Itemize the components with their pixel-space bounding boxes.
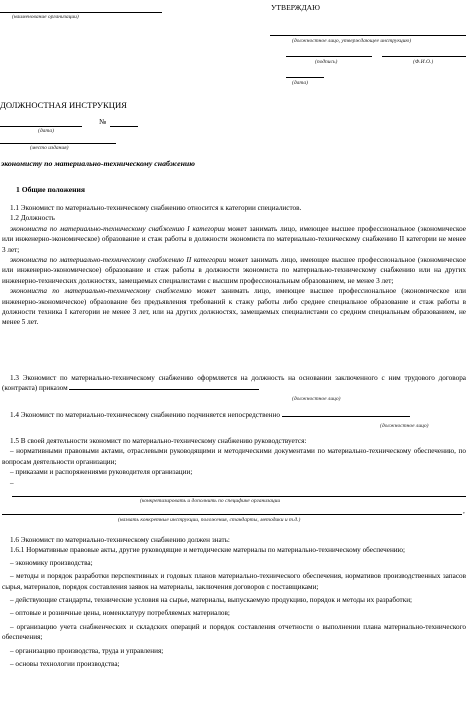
para-1-5-block	[2, 436, 466, 488]
para-1-5: 1.5 В своей деятельности экономист по материально-техническому снабжению руководствуется:	[10, 437, 307, 445]
para-1-5-c: –	[10, 478, 14, 487]
specifics-line-2	[2, 514, 462, 515]
approver-line	[270, 35, 466, 36]
order-issuer-blank	[69, 389, 259, 390]
para-1-6: 1.6 Экономист по материально-техническому снабжению должен знать:	[10, 536, 230, 544]
approve-date-hint: (дата)	[292, 80, 308, 86]
para-1-3	[2, 373, 466, 394]
para-1-5-b: – приказами и распоряжениями руководителя организации;	[10, 468, 193, 477]
para-1-5-hint-2: (назвать конкретные инструкции, положения, стандарты, методики и т.д.)	[118, 517, 301, 523]
para-1-5-a: – нормативными правовыми актами, отраслевыми руководящими и методическими документами по материально-техническому обеспечению, по вопросам деятельности организации;	[2, 447, 466, 466]
org-name-hint: (наименование организации)	[12, 14, 79, 20]
specifics-line-2-end: ,	[463, 507, 465, 515]
doc-place-line	[0, 143, 116, 144]
approve-date-line	[286, 77, 324, 78]
para-1-4-text: 1.4 Экономист по материально-техническому снабжению подчиняется непосредственно	[10, 411, 280, 419]
cat-2-title: экономиста по материально-техническому снабжению II категории	[10, 256, 227, 265]
para-1-6-1: 1.6.1 Нормативные правовые акты, другие руководящие и методические материалы по материально-техническому обеспечению;	[10, 546, 405, 555]
knowledge-7: – основы технологии производства;	[10, 660, 120, 669]
para-1-5-hint-1: (конкретизировать и дополнить по специфике организации	[140, 498, 281, 504]
doc-place-hint: (место издания)	[30, 145, 69, 151]
knowledge-3: – действующие стандарты, технические условия на сырье, материалы, выпускаемую продукцию, порядок и методы их разработки;	[10, 596, 413, 605]
signature-line	[286, 56, 372, 57]
para-1-3-hint: (должностное лицо)	[292, 396, 341, 402]
cat-3-text: может занимать лицо, имеющее высшее профессиональное (экономическое или инженерно-экономическое) образование без предъявления требований к стажу работы либо среднее специальное образование и стаж работы в должности техника I категории не менее 3 лет, или на других должностях, замещаемых специалистами со средним специальным образованием, не менее 5 лет.	[2, 287, 466, 327]
signature-hint: (подпись)	[315, 59, 338, 65]
cat-1-title: экономиста по материально-техническому снабжению I категории	[10, 224, 225, 233]
para-1-1: 1.1 Экономист по материально-техническому снабжению относится к категории специалистов.	[10, 204, 302, 212]
para-1-6-block	[2, 535, 466, 669]
specifics-line-1	[12, 496, 466, 497]
para-1-2: 1.2 Должность	[10, 214, 55, 223]
doc-date-hint: (дата)	[38, 128, 54, 134]
knowledge-4: – оптовые и розничные цены, номенклатуру потребляемых материалов;	[10, 609, 230, 618]
knowledge-6: – организацию производства, труда и управления;	[10, 646, 164, 655]
fio-line	[382, 56, 466, 57]
knowledge-1: – экономику производства;	[10, 558, 93, 567]
approve-label: УТВЕРЖДАЮ	[271, 3, 320, 12]
org-name-line	[0, 12, 162, 13]
fio-hint: (Ф.И.О.)	[413, 59, 434, 65]
para-1-3-text: 1.3 Экономист по материально-техническому снабжению оформляется на должность на основании заключенного с ним трудового договора (контракта) приказом	[2, 374, 466, 393]
para-cat-1	[2, 224, 466, 255]
section-1-heading: 1 Общие положения	[16, 185, 86, 194]
approver-hint: (должностное лицо, утверждающее инструкцию)	[292, 38, 412, 44]
doc-number-sign: №	[99, 117, 107, 126]
knowledge-2: – методы и порядок разработки перспективных и годовых планов материально-технического обеспечения, нормативов производственных запасов сырья, материалов, порядок составления заявок на материалы, заключения договоров с поставщиками;	[2, 572, 466, 591]
para-1-4-hint: (должностное лицо)	[380, 423, 429, 429]
doc-number-line	[110, 126, 138, 127]
supervisor-blank	[282, 416, 410, 417]
para-1-4	[2, 410, 466, 420]
section-1-body-a	[2, 203, 466, 328]
para-cat-2	[2, 255, 466, 286]
cat-2-text: может занимать лицо, имеющее высшее профессиональное (экономическое или инженерно-экономическое) образование и стаж работы в должности экономиста по материально-техническому снабжению или на других инженерно-технических должностях, замещаемых специалистами с высшим профессиональным образованием, не менее 3 лет;	[2, 256, 466, 285]
doc-date-line	[0, 126, 82, 127]
cat-3-title: экономиста по материально-техническому снабжению	[10, 287, 192, 296]
para-cat-3	[2, 286, 466, 328]
knowledge-5: – организацию учета снабженческих и складских операций и порядок составления отчетности о выполнении плана материально-технического обеспечения;	[2, 622, 466, 642]
doc-title: ДОЛЖНОСТНАЯ ИНСТРУКЦИЯ	[0, 100, 127, 110]
cat-1-text: может занимать лицо, имеющее высшее профессиональное (экономическое или инженерно-экономическое) образование и стаж работы в должности экономиста по материально-техническому снабжению II категории не менее 3 лет;	[2, 224, 467, 254]
doc-subject: экономисту по материально-техническому снабжению	[1, 159, 195, 168]
